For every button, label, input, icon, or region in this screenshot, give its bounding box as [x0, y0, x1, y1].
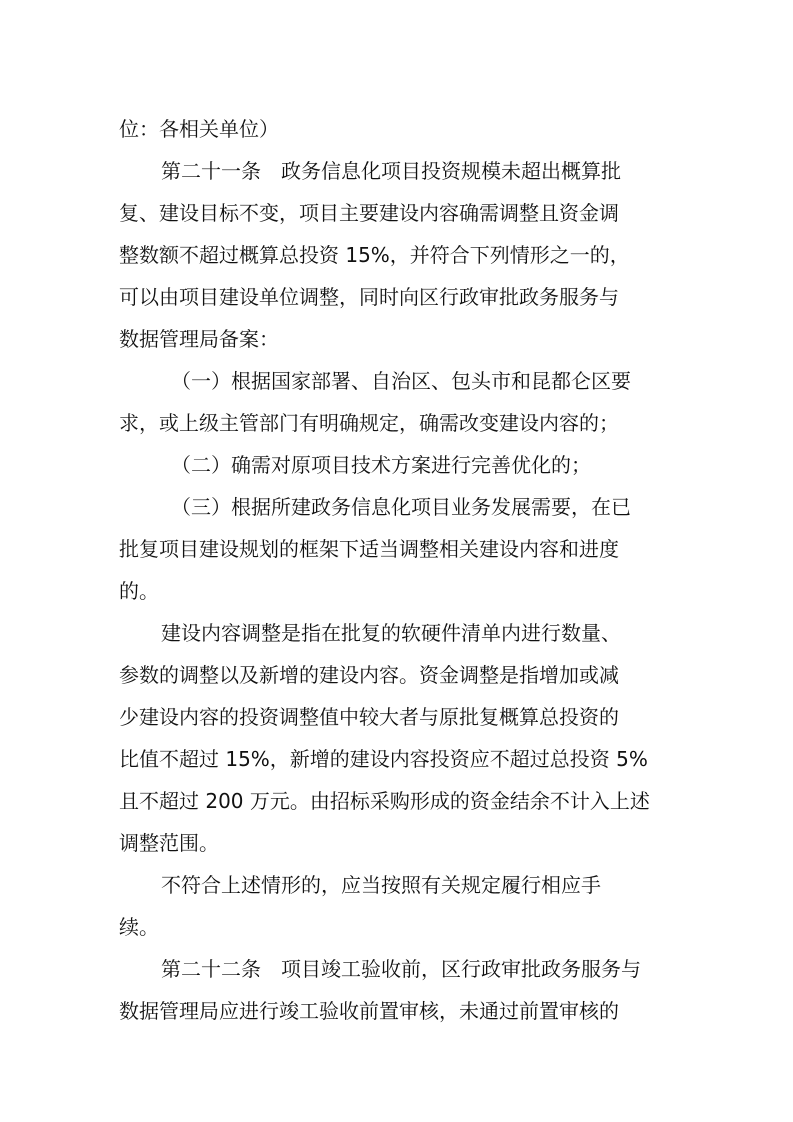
text-line: 续。 — [119, 915, 159, 939]
text-line: 数据管理局备案： — [119, 327, 279, 351]
clause-1-line: （一）根据国家部署、自治区、包头市和昆都仑区要 — [171, 369, 631, 393]
text-line: 可以由项目建设单位调整，同时向区行政审批政务服务与 — [119, 285, 619, 309]
text-line: 且不超过 200 万元。由招标采购形成的资金结余不计入上述 — [119, 789, 650, 813]
paragraph-start-line: 建设内容调整是指在批复的软硬件清单内进行数量、 — [161, 621, 621, 645]
text-line: 数据管理局应进行竣工验收前置审核，未通过前置审核的 — [119, 999, 619, 1023]
paragraph-start-line: 不符合上述情形的，应当按照有关规定履行相应手 — [161, 873, 601, 897]
text-line: 比值不超过 15%，新增的建设内容投资应不超过总投资 5% — [119, 747, 648, 771]
text-line: 复、建设目标不变，项目主要建设内容确需调整且资金调 — [119, 201, 619, 225]
text-line: 批复项目建设规划的框架下适当调整相关建设内容和进度 — [119, 537, 619, 561]
document-body — [119, 108, 679, 1032]
text-line: 求，或上级主管部门有明确规定，确需改变建设内容的； — [119, 411, 619, 435]
article-22-heading-line: 第二十二条 项目竣工验收前，区行政审批政务服务与 — [161, 957, 641, 981]
clause-2-line: （二）确需对原项目技术方案进行完善优化的； — [171, 453, 591, 477]
text-line: 少建设内容的投资调整值中较大者与原批复概算总投资的 — [119, 705, 619, 729]
clause-3-line: （三）根据所建政务信息化项目业务发展需要，在已 — [171, 495, 631, 519]
text-line: 整数额不超过概算总投资 15%，并符合下列情形之一的， — [119, 243, 630, 267]
text-line: 参数的调整以及新增的建设内容。资金调整是指增加或减 — [119, 663, 619, 687]
text-line: 的。 — [119, 579, 159, 603]
text-line: 调整范围。 — [119, 831, 219, 855]
article-21-heading-line: 第二十一条 政务信息化项目投资规模未超出概算批 — [161, 159, 621, 183]
text-line: 位：各相关单位） — [119, 117, 279, 141]
